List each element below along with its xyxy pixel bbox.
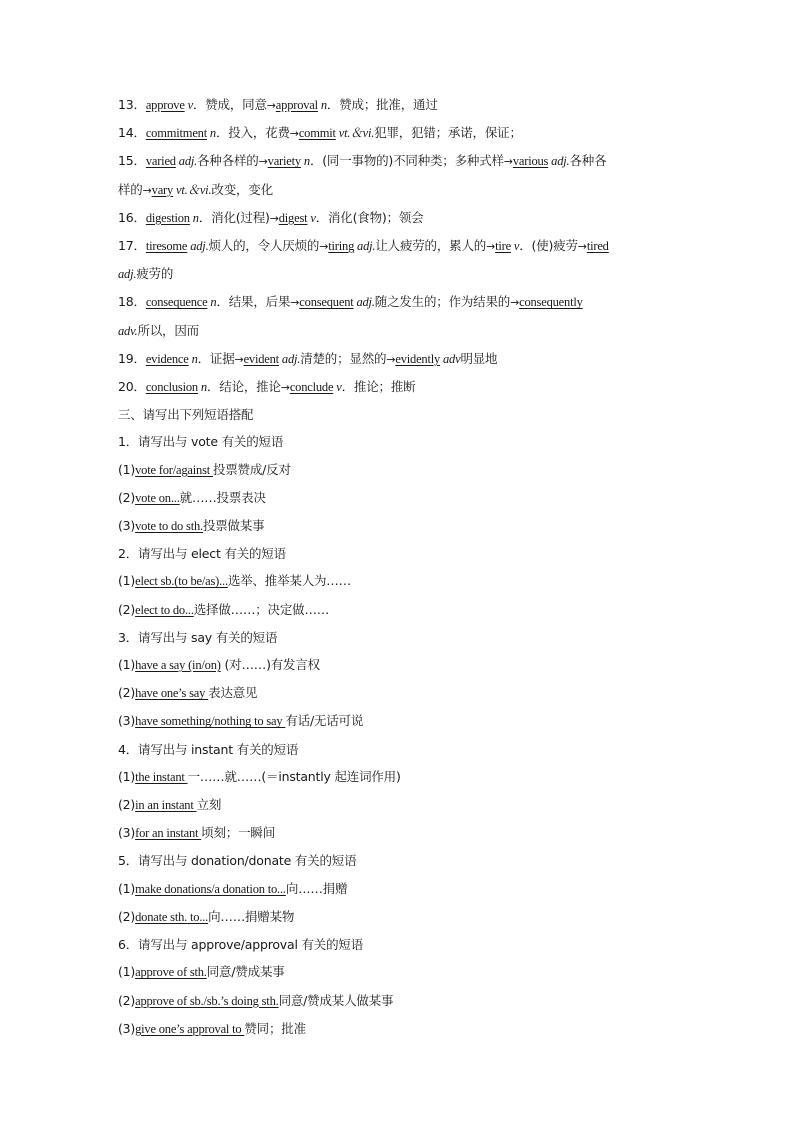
arrow-icon: →	[486, 240, 496, 254]
text-segment: 16．	[118, 209, 146, 225]
vocab-entry	[118, 147, 680, 203]
text-segment: (2)	[118, 797, 136, 813]
arrow-icon: →	[269, 211, 279, 225]
part-of-speech: adv	[440, 351, 461, 366]
part-of-speech: adj.	[278, 351, 301, 366]
answer-blank: evidently	[395, 351, 441, 366]
answer-blank: vote on...	[135, 490, 180, 505]
text-segment: 犯罪，犯错；承诺，保证；	[374, 125, 522, 141]
answer-blank: approve	[145, 98, 185, 112]
text-segment: 立刻	[196, 797, 222, 813]
part-of-speech: adj.	[354, 239, 376, 254]
arrow-icon: →	[142, 183, 152, 197]
part-of-speech: n	[207, 295, 217, 310]
answer-blank: tiring	[328, 239, 355, 254]
phrase-item	[118, 987, 680, 1015]
phrase-item	[118, 679, 680, 707]
answer-blank: give one’s approval to	[135, 1021, 245, 1036]
vocab-line	[118, 147, 680, 175]
answer-blank: vote for/against	[135, 462, 213, 477]
phrase-item	[118, 596, 680, 624]
text-segment: 改变，变化	[211, 181, 273, 197]
arrow-icon: →	[503, 155, 513, 169]
text-segment: 烦人的，令人厌烦的	[208, 238, 320, 254]
part-of-speech: vt.＆vi.	[335, 126, 375, 141]
text-segment: ．投入，花费	[215, 125, 290, 141]
text-segment: ．推论；推断	[341, 379, 416, 395]
text-segment: 表达意见	[208, 685, 258, 701]
phrase-list	[118, 428, 680, 1042]
answer-blank: consequent	[299, 295, 354, 310]
vocab-line	[118, 204, 680, 232]
text-segment: (对……)有发言权	[220, 657, 320, 673]
phrase-item	[118, 958, 680, 986]
part-of-speech: v	[307, 210, 316, 225]
phrase-item	[118, 512, 680, 540]
answer-blank: digest	[278, 210, 308, 225]
text-segment: ．结果，后果	[216, 294, 291, 310]
text-segment: ．消化(过程)	[198, 209, 270, 225]
text-segment: 让人疲劳的，累人的	[375, 238, 487, 254]
text-segment: (1)	[118, 964, 136, 980]
phrase-item	[118, 791, 680, 819]
text-segment: (2)	[118, 908, 136, 924]
text-segment: 各种各样的	[197, 153, 259, 169]
text-segment: (2)	[118, 992, 136, 1008]
phrase-item	[118, 1015, 680, 1043]
vocab-line	[118, 91, 680, 119]
answer-blank: approve of sb./sb.’s doing sth.	[135, 993, 279, 1008]
answer-blank: have a say (in/on)	[135, 658, 221, 673]
text-segment: 14．	[118, 125, 146, 141]
text-segment: 选举、推举某人为……	[227, 573, 351, 589]
answer-blank: tire	[495, 239, 511, 254]
phrase-item	[118, 875, 680, 903]
text-segment: (3)	[118, 1020, 136, 1036]
answer-blank: consequently	[519, 295, 583, 310]
answer-blank: the instant	[135, 769, 188, 784]
answer-blank: evidence	[145, 351, 189, 366]
text-segment: (3)	[118, 713, 136, 729]
text-segment: 向……捐赠	[285, 880, 348, 896]
answer-blank: make donations/a donation to...	[135, 881, 286, 896]
answer-blank: commitment	[145, 126, 207, 141]
text-segment: (3)	[118, 518, 136, 534]
arrow-icon: →	[510, 296, 520, 310]
part-of-speech: adj.	[353, 295, 375, 310]
text-segment: 同意/赞成某人做某事	[278, 992, 394, 1008]
vocab-line	[118, 317, 680, 345]
phrase-item	[118, 484, 680, 512]
vocab-list	[118, 91, 680, 401]
text-segment: 所以，因而	[137, 322, 199, 338]
text-segment: (2)	[118, 601, 136, 617]
phrase-group-title: 4．请写出与 instant 有关的短语	[118, 741, 299, 757]
part-of-speech: v	[184, 98, 193, 112]
phrase-group-title: 6．请写出与 approve/approval 有关的短语	[118, 937, 364, 953]
part-of-speech: n	[189, 210, 199, 225]
text-segment: 投票赞成/反对	[212, 461, 291, 477]
text-segment: ．(同一事物的)不同种类；多种式样	[309, 153, 504, 169]
arrow-icon: →	[289, 127, 299, 141]
text-segment: 有话/无话可说	[285, 713, 364, 729]
answer-blank: conclude	[289, 380, 334, 395]
part-of-speech: n	[197, 380, 207, 395]
answer-blank: elect to do...	[135, 602, 194, 617]
answer-blank: tiresome	[145, 239, 188, 254]
arrow-icon: →	[234, 352, 244, 366]
answer-blank: digestion	[145, 210, 190, 225]
text-segment: 投票做某事	[202, 518, 265, 534]
text-segment: (1)	[118, 768, 136, 784]
phrase-group-title: 1．请写出与 vote 有关的短语	[118, 434, 284, 450]
arrow-icon: →	[258, 155, 268, 169]
text-segment: 各种各	[569, 153, 607, 169]
text-segment: 明显地	[460, 350, 498, 366]
answer-blank: elect sb.(to be/as)...	[135, 574, 228, 589]
part-of-speech: n	[317, 98, 327, 112]
part-of-speech: n	[188, 351, 198, 366]
phrase-group	[118, 736, 680, 848]
part-of-speech: adj.	[118, 267, 137, 282]
text-segment: (1)	[118, 657, 136, 673]
phrase-item	[118, 651, 680, 679]
vocab-line	[118, 119, 680, 147]
vocab-entry	[118, 232, 680, 288]
answer-blank: varied	[145, 154, 176, 169]
text-segment: (1)	[118, 461, 136, 477]
vocab-line	[118, 288, 680, 316]
text-segment: (1)	[118, 880, 136, 896]
answer-blank: commit	[298, 126, 336, 141]
part-of-speech: n	[300, 154, 310, 169]
phrase-group	[118, 624, 680, 736]
answer-blank: in an instant	[135, 798, 197, 813]
part-of-speech: n	[207, 126, 216, 141]
text-segment: ．结论，推论	[206, 379, 281, 395]
answer-blank: tired	[586, 239, 609, 254]
text-segment: 20．	[118, 379, 146, 395]
phrase-item	[118, 456, 680, 484]
vocab-line	[118, 232, 680, 260]
arrow-icon: →	[577, 240, 587, 254]
answer-blank: approval	[275, 98, 318, 112]
phrase-group-title: 2．请写出与 elect 有关的短语	[118, 546, 286, 562]
section-heading: 三、请写出下列短语搭配	[118, 407, 254, 423]
vocab-entry	[118, 288, 680, 344]
text-segment: (2)	[118, 685, 136, 701]
answer-blank: have one’s say	[135, 686, 209, 701]
vocab-line	[118, 260, 680, 288]
text-segment: 18．	[118, 294, 146, 310]
arrow-icon: →	[266, 99, 276, 112]
answer-blank: conclusion	[145, 380, 198, 395]
vocab-entry	[118, 91, 680, 119]
phrase-item	[118, 819, 680, 847]
phrase-item	[118, 763, 680, 791]
part-of-speech: adj.	[175, 154, 198, 169]
part-of-speech: adv.	[118, 323, 138, 338]
part-of-speech: v	[510, 239, 520, 254]
text-segment: (3)	[118, 825, 136, 841]
vocab-entry	[118, 345, 680, 373]
text-segment: 向……捐赠某物	[208, 908, 295, 924]
document-content	[118, 91, 680, 1043]
part-of-speech: v	[333, 380, 342, 395]
arrow-icon: →	[280, 381, 290, 395]
vocab-entry	[118, 119, 680, 147]
phrase-group-title: 5．请写出与 donation/donate 有关的短语	[118, 853, 357, 869]
text-segment: ．证据	[197, 350, 235, 366]
answer-blank: evident	[243, 351, 279, 366]
phrase-item	[118, 903, 680, 931]
part-of-speech: vt.＆vi.	[173, 182, 212, 197]
phrase-group	[118, 540, 680, 624]
text-segment: 同意/赞成某事	[206, 964, 285, 980]
text-segment: (2)	[118, 489, 136, 505]
answer-blank: have something/nothing to say	[135, 714, 286, 729]
arrow-icon: →	[290, 296, 300, 310]
vocab-line	[118, 373, 680, 401]
vocab-line	[118, 345, 680, 373]
text-segment: 选择做……；决定做……	[193, 601, 330, 617]
phrase-group	[118, 931, 680, 1043]
text-segment: 疲劳的	[136, 266, 174, 282]
answer-blank: vote to do sth.	[135, 519, 203, 534]
answer-blank: approve of sth.	[135, 965, 207, 980]
text-segment: 一……就……(＝instantly 起连词作用)	[187, 768, 401, 784]
phrase-group	[118, 428, 680, 540]
text-segment: 顷刻；一瞬间	[201, 825, 276, 841]
text-segment: 清楚的；显然的	[300, 350, 387, 366]
phrase-group	[118, 847, 680, 931]
text-segment: 19．	[118, 350, 146, 366]
answer-blank: for an instant	[135, 826, 202, 841]
phrase-item	[118, 707, 680, 735]
phrase-item	[118, 567, 680, 595]
part-of-speech: adj.	[548, 154, 570, 169]
answer-blank: variety	[267, 154, 301, 169]
answer-blank: donate sth. to...	[135, 909, 209, 924]
vocab-entry	[118, 373, 680, 401]
text-segment: 就……投票表决	[179, 489, 266, 505]
phrase-group-title: 3．请写出与 say 有关的短语	[118, 629, 278, 645]
part-of-speech: adj.	[187, 239, 209, 254]
text-segment: 13．	[118, 97, 146, 112]
text-segment: ．赞成，同意	[192, 97, 267, 112]
text-segment: ．消化(食物)；领会	[315, 209, 424, 225]
text-segment: 赞同；批准	[244, 1020, 306, 1036]
arrow-icon: →	[386, 352, 396, 366]
vocab-line	[118, 176, 680, 204]
text-segment: ．赞成；批准，通过	[326, 97, 438, 112]
text-segment: 15．	[118, 153, 146, 169]
text-segment: 随之发生的；作为结果的	[374, 294, 511, 310]
text-segment: 样的	[118, 181, 143, 197]
answer-blank: consequence	[145, 295, 208, 310]
answer-blank: vary	[151, 182, 174, 197]
text-segment: ．(使)疲劳	[519, 238, 578, 254]
answer-blank: various	[512, 154, 549, 169]
text-segment: (1)	[118, 573, 136, 589]
text-segment: 17．	[118, 238, 146, 254]
vocab-entry	[118, 204, 680, 232]
arrow-icon: →	[319, 240, 329, 254]
